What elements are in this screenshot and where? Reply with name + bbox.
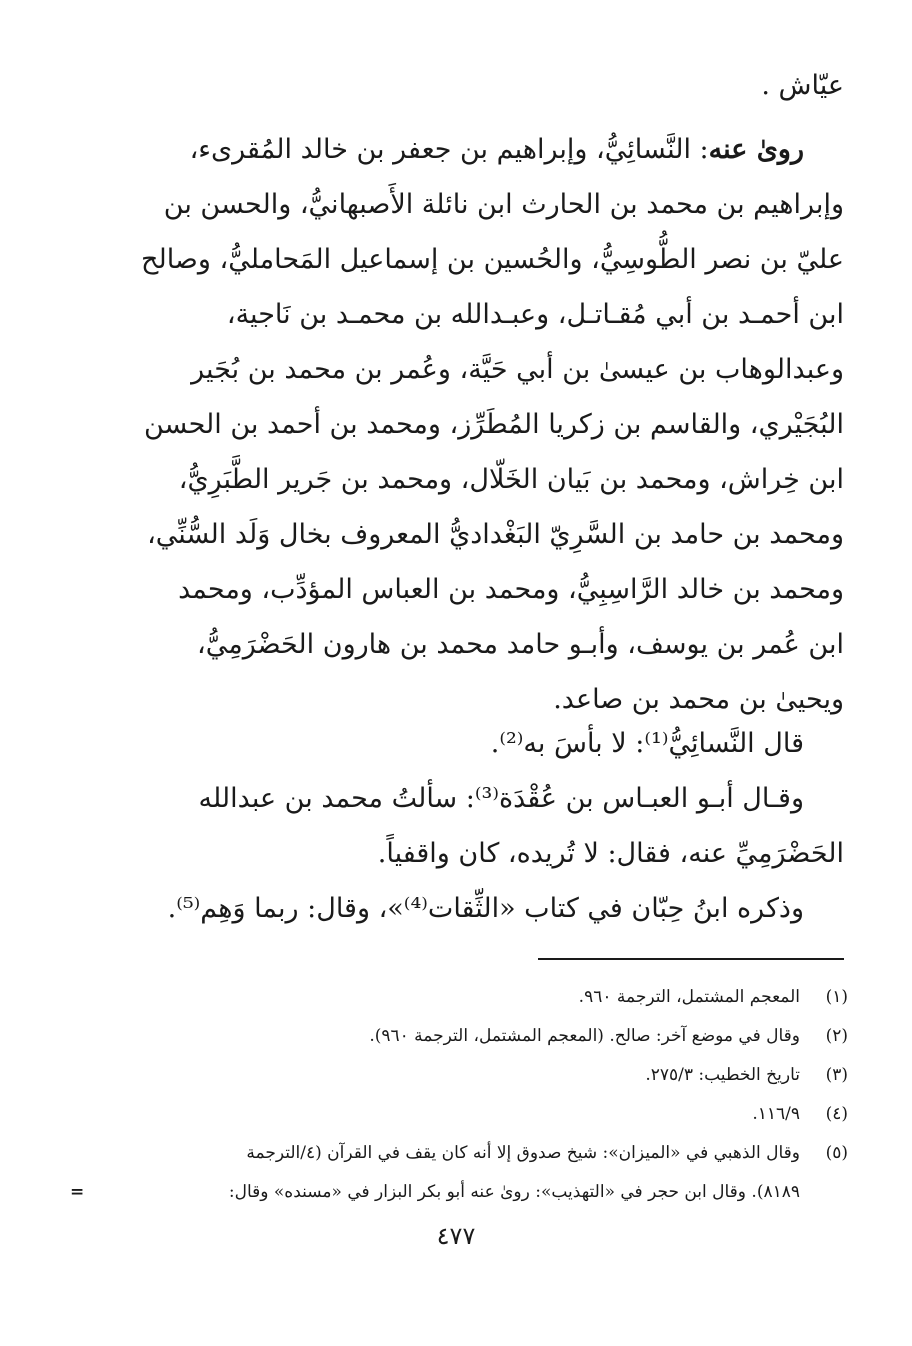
footnotes — [64, 978, 848, 1212]
text-line-content: : النَّسائِيُّ، وإبراهيم بن جعفر بن خالد المُقرىء، — [189, 134, 709, 165]
text-line: ومحمد بن خالد الرَّاسِبِيُّ، ومحمد بن العباس المؤدِّب، ومحمد — [178, 574, 844, 605]
text-line — [64, 122, 844, 177]
footnote-number: (٤) — [825, 1104, 848, 1124]
quote-line: وقـال أبـو العبـاس بن عُقْدَة⁽³⁾: سألتُ محمد بن عبدالله — [198, 783, 804, 814]
footnote-text: وقال في موضع آخر: صالح. (المعجم المشتمل، الترجمة ٩٦٠). — [369, 1026, 800, 1046]
text-line: وإبراهيم بن محمد بن الحارث ابن نائلة الأَصبهانيُّ، والحسن بن — [163, 189, 844, 220]
footnote — [64, 978, 848, 1017]
footnote-continuation-text: ٨١٨٩). وقال ابن حجر في «التهذيب»: روىٰ عنه أبو بكر البزار في «مسنده» وقال: — [228, 1182, 800, 1202]
text-line: وعبدالوهاب بن عيسىٰ بن أبي حَيَّة، وعُمر بن محمد بن بُجَير — [191, 354, 844, 385]
footnote — [64, 1134, 848, 1173]
footnote — [64, 1017, 848, 1056]
continued-text: عيّاش . — [761, 70, 844, 101]
footnote — [64, 1095, 848, 1134]
footnote-number: (١) — [825, 987, 848, 1007]
footnote-text: وقال الذهبي في «الميزان»: شيخ صدوق إلا أنه كان يقف في القرآن (٤/الترجمة — [246, 1143, 800, 1163]
continuation-mark: = — [70, 1182, 85, 1202]
footnote-text: تاريخ الخطيب: ٢٧٥/٣. — [645, 1065, 800, 1085]
narrators-paragraph — [64, 122, 844, 727]
footnote — [64, 1056, 848, 1095]
quotes-section — [64, 716, 844, 936]
text-line: البُجَيْري، والقاسم بن زكريا المُطَرِّز، ومحمد بن أحمد بن الحسن — [143, 409, 844, 440]
footnote-number: (٢) — [825, 1026, 848, 1046]
section-lead: روىٰ عنه — [708, 134, 804, 165]
quote-line: قال النَّسائِيُّ⁽¹⁾: لا بأسَ به⁽²⁾. — [490, 728, 804, 759]
footnote-text: المعجم المشتمل، الترجمة ٩٦٠. — [578, 987, 800, 1007]
footnote-continuation — [64, 1173, 848, 1212]
footnote-text: ١١٦/٩. — [752, 1104, 800, 1124]
page-number: ٤٧٧ — [436, 1222, 476, 1250]
quote-line: الحَضْرَمِيِّ عنه، فقال: لا تُريده، كان واقفياً. — [377, 838, 844, 869]
text-line: ابن عُمر بن يوسف، وأبـو حامد محمد بن هارون الحَضْرَمِيُّ، — [197, 629, 844, 660]
footnote-number: (٣) — [825, 1065, 848, 1085]
text-line: ومحمد بن حامد بن السَّرِيّ البَغْداديُّ المعروف بخال وَلَد السُّنِّي، — [147, 519, 844, 550]
footnote-number: (٥) — [825, 1143, 848, 1163]
text-line: ويحيىٰ بن محمد بن صاعد. — [553, 684, 844, 715]
quote-line: وذكره ابنُ حِبّان في كتاب «الثِّقات⁽⁴⁾»، وقال: ربما وَهِم⁽⁵⁾. — [167, 893, 804, 924]
footnote-separator — [538, 958, 844, 960]
text-line: عليّ بن نصر الطُّوسِيُّ، والحُسين بن إسماعيل المَحامليُّ، وصالح — [141, 244, 844, 275]
text-line: ابن أحمـد بن أبي مُقـاتـل، وعبـدالله بن محمـد بن نَاجية، — [226, 299, 844, 330]
text-line: ابن خِراش، ومحمد بن بَيان الخَلّال، ومحمد بن جَرير الطَّبَرِيُّ، — [178, 464, 844, 495]
